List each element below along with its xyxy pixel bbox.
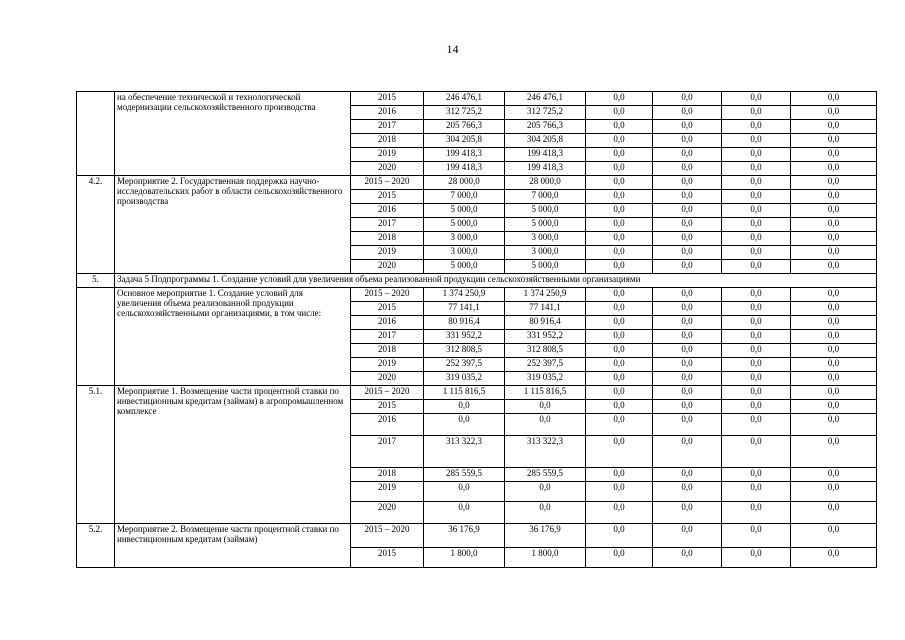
amount-cell: 0,0: [722, 524, 791, 548]
amount-cell: 0,0: [424, 502, 505, 524]
amount-cell: 0,0: [791, 358, 877, 372]
amount-cell: 0,0: [722, 316, 791, 330]
amount-cell: 0,0: [791, 436, 877, 468]
amount-cell: 0,0: [791, 288, 877, 302]
year-cell: 2015 – 2020: [351, 288, 424, 302]
amount-cell: 0,0: [791, 372, 877, 386]
amount-cell: 0,0: [722, 218, 791, 232]
year-cell: 2020: [351, 260, 424, 274]
year-cell: 2019: [351, 358, 424, 372]
amount-cell: 1 115 816,5: [424, 386, 505, 400]
table-row: [77, 92, 877, 106]
amount-cell: 312 808,5: [505, 344, 586, 358]
year-cell: 2018: [351, 134, 424, 148]
amount-cell: 80 916,4: [424, 316, 505, 330]
amount-cell: 0,0: [653, 482, 722, 502]
amount-cell: 0,0: [791, 344, 877, 358]
amount-cell: 0,0: [586, 502, 653, 524]
year-cell: 2018: [351, 344, 424, 358]
amount-cell: 0,0: [722, 358, 791, 372]
activity-description: Мероприятие 2. Возмещение части процентной ставки по инвестиционным кредитам (займам): [115, 524, 351, 568]
amount-cell: 0,0: [586, 482, 653, 502]
amount-cell: 0,0: [586, 548, 653, 568]
page-number: 14: [446, 42, 459, 56]
year-cell: 2020: [351, 502, 424, 524]
amount-cell: 0,0: [653, 120, 722, 134]
amount-cell: 331 952,2: [505, 330, 586, 344]
amount-cell: 0,0: [586, 148, 653, 162]
budget-table: [76, 91, 877, 568]
amount-cell: 0,0: [791, 148, 877, 162]
amount-cell: 205 766,3: [424, 120, 505, 134]
amount-cell: 0,0: [722, 260, 791, 274]
amount-cell: 0,0: [791, 120, 877, 134]
amount-cell: 0,0: [722, 288, 791, 302]
amount-cell: 0,0: [653, 176, 722, 190]
amount-cell: 0,0: [653, 330, 722, 344]
year-cell: 2015 – 2020: [351, 524, 424, 548]
amount-cell: 0,0: [653, 232, 722, 246]
amount-cell: 5 000,0: [424, 218, 505, 232]
amount-cell: 0,0: [653, 386, 722, 400]
amount-cell: 0,0: [791, 330, 877, 344]
amount-cell: 0,0: [722, 548, 791, 568]
amount-cell: 0,0: [586, 288, 653, 302]
amount-cell: 0,0: [791, 386, 877, 400]
row-number: [77, 288, 115, 386]
amount-cell: 0,0: [653, 106, 722, 120]
amount-cell: 0,0: [505, 502, 586, 524]
year-cell: 2016: [351, 316, 424, 330]
task-number: 5.: [77, 274, 115, 288]
amount-cell: 313 322,3: [424, 436, 505, 468]
row-number: 5.1.: [77, 386, 115, 524]
amount-cell: 0,0: [722, 400, 791, 414]
amount-cell: 0,0: [791, 218, 877, 232]
amount-cell: 0,0: [586, 330, 653, 344]
amount-cell: 5 000,0: [505, 204, 586, 218]
amount-cell: 1 374 250,9: [424, 288, 505, 302]
amount-cell: 252 397,5: [505, 358, 586, 372]
amount-cell: 0,0: [722, 120, 791, 134]
table-row: [77, 524, 877, 548]
amount-cell: 0,0: [722, 106, 791, 120]
year-cell: 2020: [351, 162, 424, 176]
amount-cell: 0,0: [424, 400, 505, 414]
amount-cell: 0,0: [791, 400, 877, 414]
amount-cell: 0,0: [653, 92, 722, 106]
amount-cell: 0,0: [586, 134, 653, 148]
amount-cell: 0,0: [791, 92, 877, 106]
amount-cell: 0,0: [586, 92, 653, 106]
amount-cell: 0,0: [653, 468, 722, 482]
amount-cell: 0,0: [791, 190, 877, 204]
amount-cell: 0,0: [586, 316, 653, 330]
amount-cell: 0,0: [653, 316, 722, 330]
amount-cell: 0,0: [653, 204, 722, 218]
amount-cell: 0,0: [791, 524, 877, 548]
year-cell: 2016: [351, 204, 424, 218]
amount-cell: 36 176,9: [505, 524, 586, 548]
amount-cell: 0,0: [722, 176, 791, 190]
amount-cell: 0,0: [722, 190, 791, 204]
amount-cell: 1 800,0: [424, 548, 505, 568]
row-number: 5.2.: [77, 524, 115, 568]
amount-cell: 0,0: [505, 400, 586, 414]
amount-cell: 0,0: [586, 524, 653, 548]
amount-cell: 205 766,3: [505, 120, 586, 134]
amount-cell: 3 000,0: [424, 246, 505, 260]
year-cell: 2019: [351, 246, 424, 260]
amount-cell: 3 000,0: [424, 232, 505, 246]
year-cell: 2015: [351, 548, 424, 568]
year-cell: 2017: [351, 330, 424, 344]
amount-cell: 0,0: [586, 120, 653, 134]
amount-cell: 199 418,3: [424, 162, 505, 176]
amount-cell: 0,0: [653, 344, 722, 358]
year-cell: 2015: [351, 400, 424, 414]
row-number: 4.2.: [77, 176, 115, 274]
year-cell: 2017: [351, 218, 424, 232]
amount-cell: 0,0: [653, 436, 722, 468]
amount-cell: 0,0: [791, 176, 877, 190]
year-cell: 2016: [351, 414, 424, 436]
amount-cell: 0,0: [722, 134, 791, 148]
amount-cell: 0,0: [653, 162, 722, 176]
amount-cell: 0,0: [586, 190, 653, 204]
activity-description: на обеспечение технической и технологической модернизации сельскохозяйственного производства: [115, 92, 351, 176]
year-cell: 2015: [351, 92, 424, 106]
amount-cell: 331 952,2: [424, 330, 505, 344]
amount-cell: 0,0: [653, 414, 722, 436]
amount-cell: 80 916,4: [505, 316, 586, 330]
amount-cell: 199 418,3: [505, 162, 586, 176]
amount-cell: 0,0: [653, 400, 722, 414]
amount-cell: 0,0: [586, 218, 653, 232]
amount-cell: 0,0: [586, 468, 653, 482]
amount-cell: 313 322,3: [505, 436, 586, 468]
amount-cell: 3 000,0: [505, 232, 586, 246]
amount-cell: 0,0: [791, 134, 877, 148]
amount-cell: 1 115 816,5: [505, 386, 586, 400]
year-cell: 2015 – 2020: [351, 176, 424, 190]
amount-cell: 0,0: [791, 246, 877, 260]
amount-cell: 0,0: [586, 232, 653, 246]
row-number: [77, 92, 115, 176]
amount-cell: 0,0: [722, 92, 791, 106]
year-cell: 2015 – 2020: [351, 386, 424, 400]
amount-cell: 0,0: [424, 414, 505, 436]
amount-cell: 36 176,9: [424, 524, 505, 548]
year-cell: 2017: [351, 436, 424, 468]
amount-cell: 0,0: [586, 260, 653, 274]
amount-cell: 0,0: [653, 548, 722, 568]
amount-cell: 0,0: [653, 288, 722, 302]
amount-cell: 1 800,0: [505, 548, 586, 568]
amount-cell: 312 808,5: [424, 344, 505, 358]
amount-cell: 0,0: [653, 302, 722, 316]
year-cell: 2018: [351, 232, 424, 246]
amount-cell: 0,0: [505, 482, 586, 502]
amount-cell: 0,0: [722, 344, 791, 358]
year-cell: 2015: [351, 190, 424, 204]
amount-cell: 0,0: [791, 482, 877, 502]
amount-cell: 0,0: [586, 436, 653, 468]
amount-cell: 0,0: [722, 414, 791, 436]
task-title: Задача 5 Подпрограммы 1. Создание условий для увеличения объема реализованной продукции сельскохозяйственными организациями: [115, 274, 877, 288]
year-cell: 2018: [351, 468, 424, 482]
amount-cell: 0,0: [653, 134, 722, 148]
amount-cell: 0,0: [424, 482, 505, 502]
year-cell: 2015: [351, 302, 424, 316]
amount-cell: 199 418,3: [505, 148, 586, 162]
amount-cell: 0,0: [586, 106, 653, 120]
amount-cell: 0,0: [722, 330, 791, 344]
amount-cell: 77 141,1: [424, 302, 505, 316]
amount-cell: 0,0: [653, 218, 722, 232]
amount-cell: 7 000,0: [505, 190, 586, 204]
amount-cell: 0,0: [653, 148, 722, 162]
amount-cell: 319 035,2: [424, 372, 505, 386]
amount-cell: 0,0: [653, 502, 722, 524]
amount-cell: 0,0: [586, 176, 653, 190]
amount-cell: 7 000,0: [424, 190, 505, 204]
amount-cell: 0,0: [586, 400, 653, 414]
amount-cell: 0,0: [722, 162, 791, 176]
amount-cell: 0,0: [791, 502, 877, 524]
amount-cell: 0,0: [586, 302, 653, 316]
amount-cell: 0,0: [791, 316, 877, 330]
amount-cell: 5 000,0: [505, 218, 586, 232]
amount-cell: 246 476,1: [505, 92, 586, 106]
amount-cell: 0,0: [791, 468, 877, 482]
task-row: [77, 274, 877, 288]
amount-cell: 77 141,1: [505, 302, 586, 316]
amount-cell: 304 205,8: [424, 134, 505, 148]
amount-cell: 0,0: [586, 204, 653, 218]
amount-cell: 28 000,0: [505, 176, 586, 190]
amount-cell: 5 000,0: [424, 204, 505, 218]
amount-cell: 246 476,1: [424, 92, 505, 106]
amount-cell: 312 725,2: [424, 106, 505, 120]
amount-cell: 5 000,0: [424, 260, 505, 274]
amount-cell: 0,0: [791, 232, 877, 246]
activity-description: Мероприятие 1. Возмещение части процентной ставки по инвестиционным кредитам (займам) в агропромышленном комплексе: [115, 386, 351, 524]
amount-cell: 0,0: [586, 372, 653, 386]
amount-cell: 0,0: [653, 372, 722, 386]
amount-cell: 0,0: [722, 502, 791, 524]
year-cell: 2019: [351, 148, 424, 162]
table-body: [77, 92, 877, 568]
amount-cell: 285 559,5: [505, 468, 586, 482]
table-row: [77, 386, 877, 400]
amount-cell: 252 397,5: [424, 358, 505, 372]
amount-cell: 0,0: [653, 524, 722, 548]
year-cell: 2020: [351, 372, 424, 386]
amount-cell: 0,0: [791, 204, 877, 218]
amount-cell: 0,0: [722, 482, 791, 502]
amount-cell: 0,0: [722, 204, 791, 218]
amount-cell: 0,0: [653, 358, 722, 372]
amount-cell: 0,0: [653, 190, 722, 204]
amount-cell: 0,0: [505, 414, 586, 436]
amount-cell: 319 035,2: [505, 372, 586, 386]
amount-cell: 0,0: [791, 260, 877, 274]
amount-cell: 0,0: [791, 106, 877, 120]
amount-cell: 0,0: [722, 246, 791, 260]
amount-cell: 312 725,2: [505, 106, 586, 120]
amount-cell: 0,0: [722, 436, 791, 468]
amount-cell: 28 000,0: [424, 176, 505, 190]
amount-cell: 0,0: [586, 246, 653, 260]
amount-cell: 0,0: [791, 302, 877, 316]
table-row: [77, 176, 877, 190]
amount-cell: 0,0: [586, 414, 653, 436]
amount-cell: 0,0: [653, 260, 722, 274]
amount-cell: 5 000,0: [505, 260, 586, 274]
year-cell: 2016: [351, 106, 424, 120]
amount-cell: 0,0: [722, 468, 791, 482]
amount-cell: 0,0: [791, 414, 877, 436]
amount-cell: 0,0: [586, 162, 653, 176]
year-cell: 2019: [351, 482, 424, 502]
amount-cell: 0,0: [586, 344, 653, 358]
amount-cell: 0,0: [586, 386, 653, 400]
table-row: [77, 288, 877, 302]
amount-cell: 0,0: [791, 162, 877, 176]
amount-cell: 0,0: [722, 372, 791, 386]
amount-cell: 3 000,0: [505, 246, 586, 260]
amount-cell: 0,0: [791, 548, 877, 568]
amount-cell: 0,0: [722, 148, 791, 162]
amount-cell: 199 418,3: [424, 148, 505, 162]
amount-cell: 1 374 250,9: [505, 288, 586, 302]
amount-cell: 0,0: [586, 358, 653, 372]
amount-cell: 0,0: [722, 302, 791, 316]
amount-cell: 285 559,5: [424, 468, 505, 482]
amount-cell: 0,0: [722, 232, 791, 246]
activity-description: Основное мероприятие 1. Создание условий для увеличения объема реализованной продукции сельскохозяйственными организациями, в том числе:: [115, 288, 351, 386]
year-cell: 2017: [351, 120, 424, 134]
amount-cell: 304 205,8: [505, 134, 586, 148]
amount-cell: 0,0: [722, 386, 791, 400]
amount-cell: 0,0: [653, 246, 722, 260]
activity-description: Мероприятие 2. Государственная поддержка научно-исследовательских работ в области сельскохозяйственного производства: [115, 176, 351, 274]
